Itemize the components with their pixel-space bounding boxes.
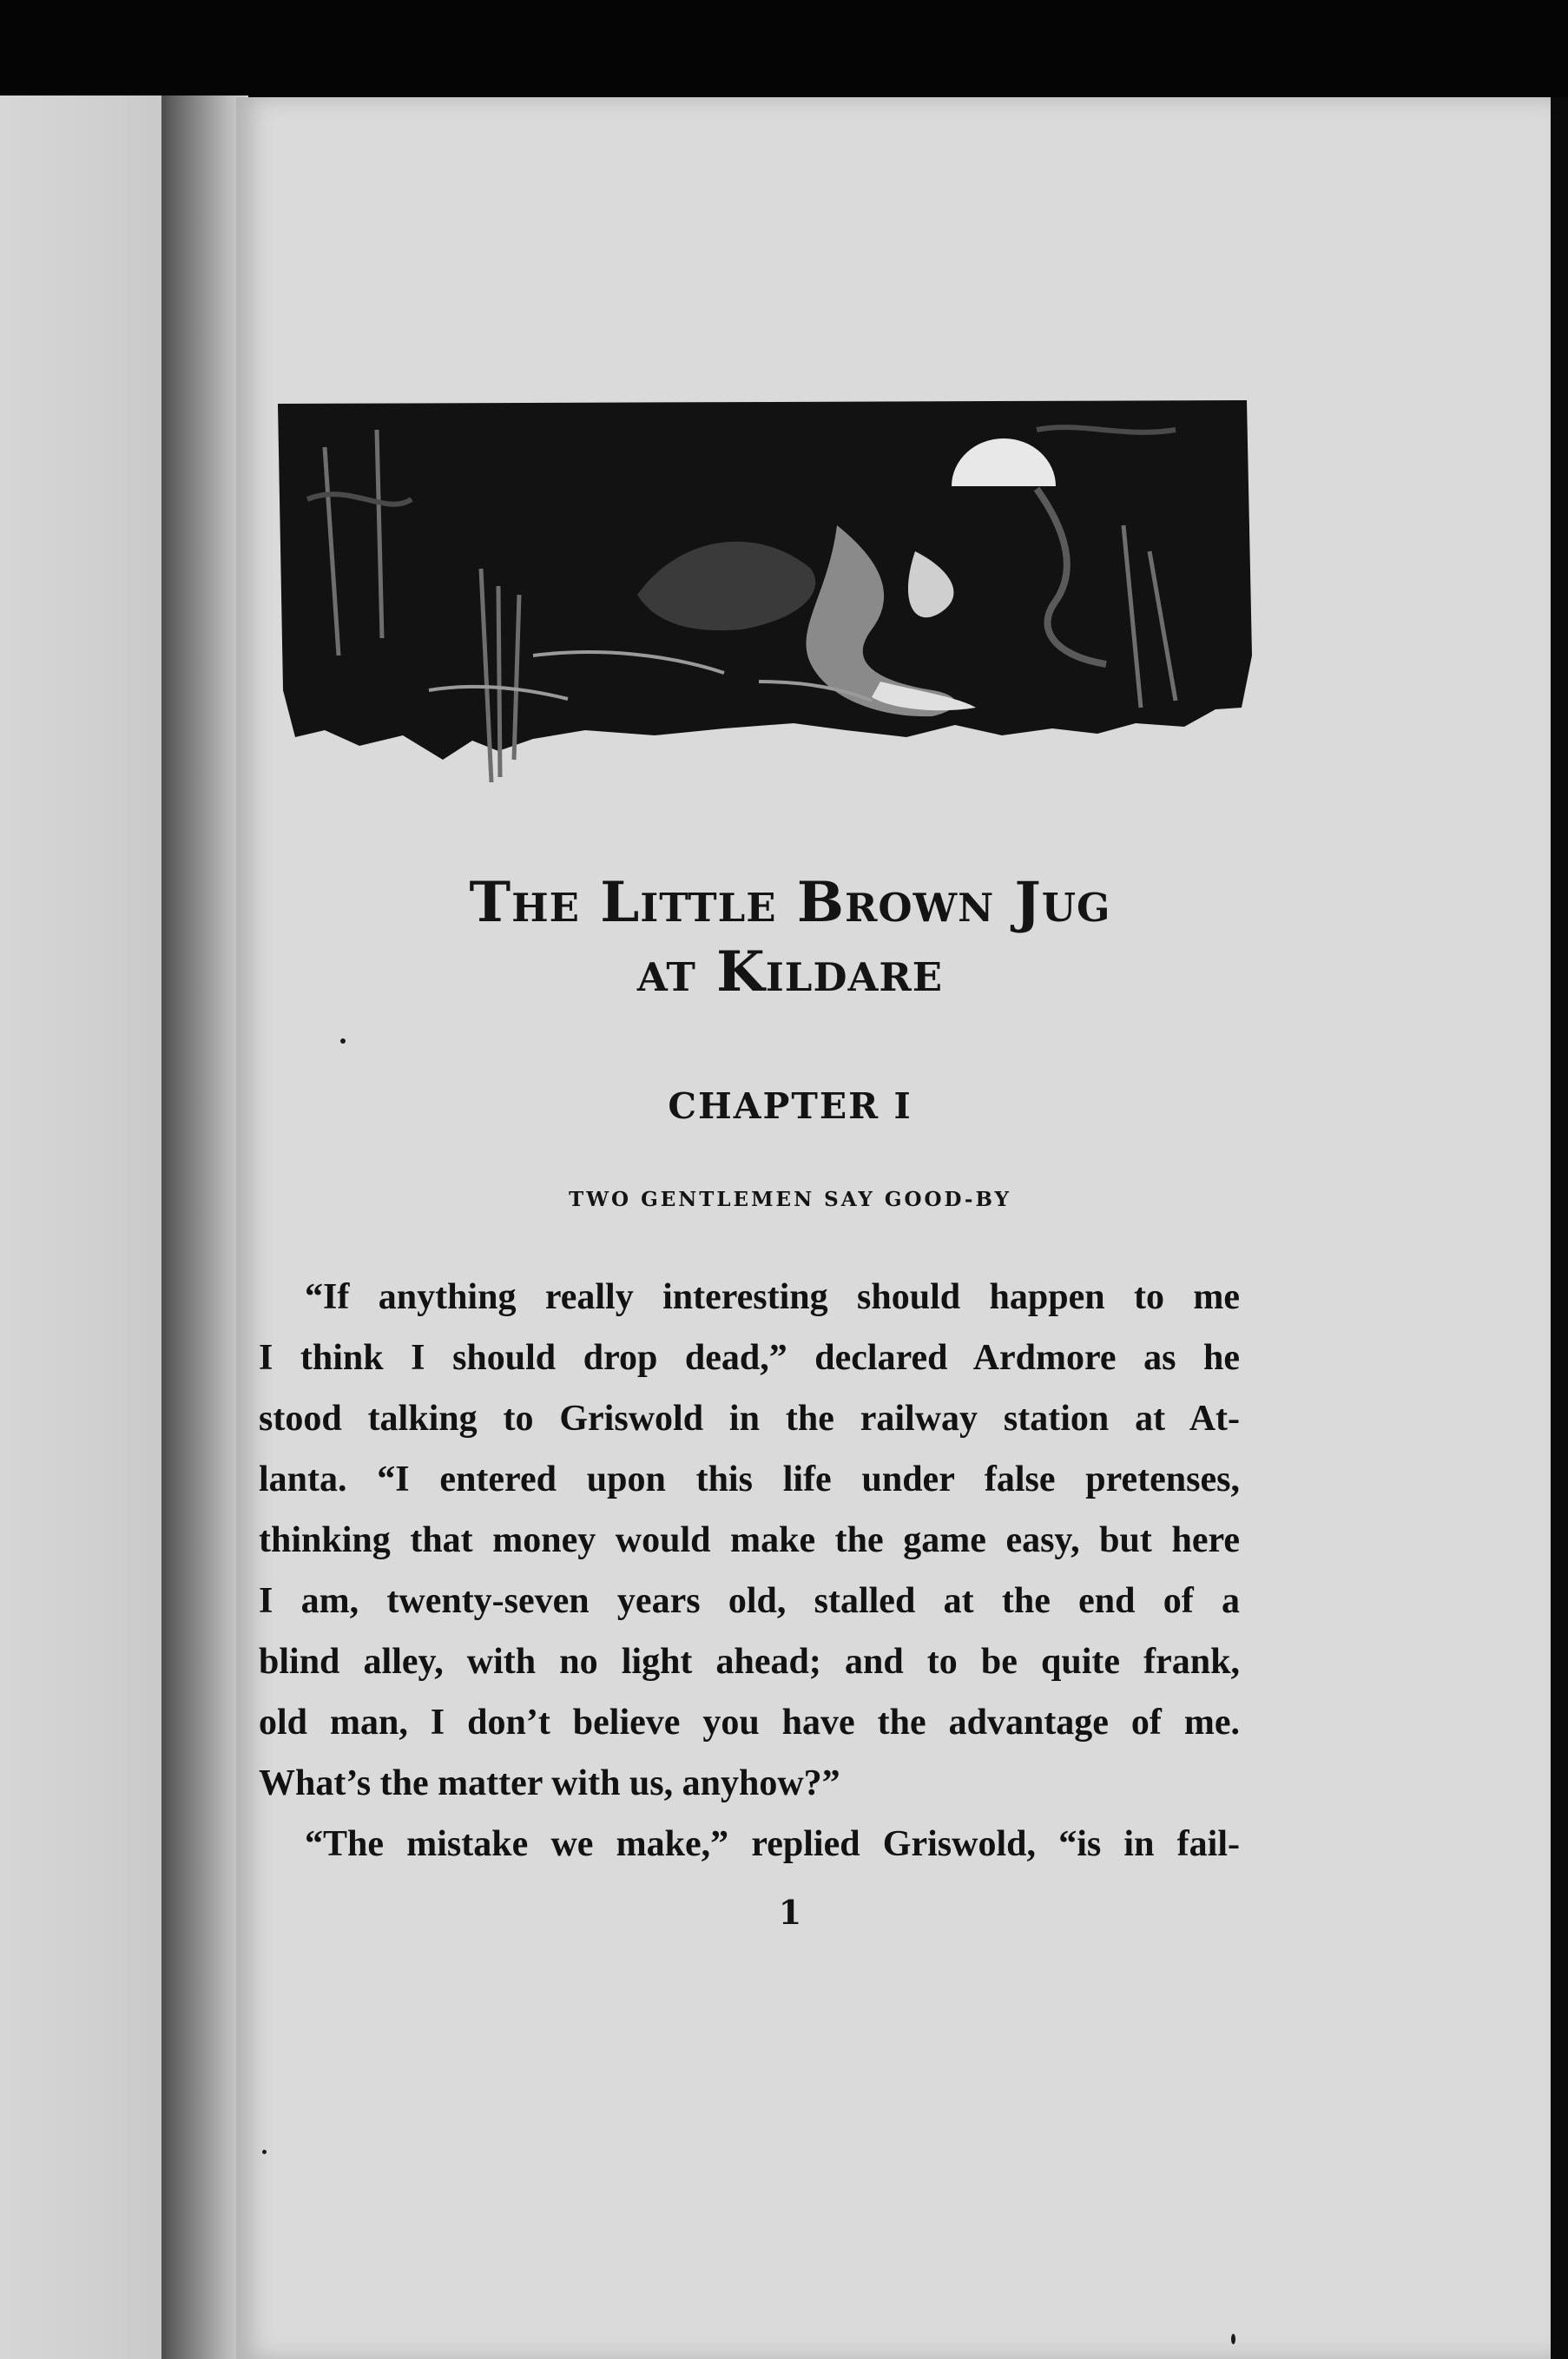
body-line: thinking that money would make the game easy, but here (259, 1520, 1240, 1560)
print-speck (1231, 2334, 1235, 2344)
body-line: blind alley, with no light ahead; and to be quite frank, (259, 1642, 1240, 1682)
body-line: I think I should drop dead,” declared Ardmore as he (259, 1338, 1240, 1378)
body-line: “If anything really interesting should happen to me (305, 1277, 1240, 1317)
body-line: stood talking to Griswold in the railway station at At- (259, 1399, 1240, 1439)
book-gutter (161, 96, 248, 2359)
body-line: I am, twenty-seven years old, stalled at the end of a (259, 1581, 1240, 1621)
book-title (295, 868, 1285, 1007)
page-number: 1 (778, 1893, 802, 1932)
print-speck (262, 2150, 267, 2154)
print-speck (340, 1038, 346, 1044)
chapter-subtitle: TWO GENTLEMEN SAY GOOD-BY (569, 1188, 1011, 1211)
book-title-line-1: The Little Brown Jug (469, 870, 1111, 935)
left-page-edge (0, 96, 161, 2359)
body-line: old man, I don’t believe you have the advantage of me. (259, 1703, 1240, 1743)
body-line: lanta. “I entered upon this life under false pretenses, (259, 1460, 1240, 1499)
chapter-heading: CHAPTER I (668, 1085, 912, 1127)
body-line: “The mistake we make,” replied Griswold, “is in fail- (305, 1824, 1240, 1864)
book-title-line-2: at Kildare (636, 939, 944, 1005)
scan-border (1551, 97, 1568, 2359)
body-line: What’s the matter with us, anyhow?” (259, 1763, 840, 1803)
woodland-stream-engraving-icon (273, 395, 1254, 787)
